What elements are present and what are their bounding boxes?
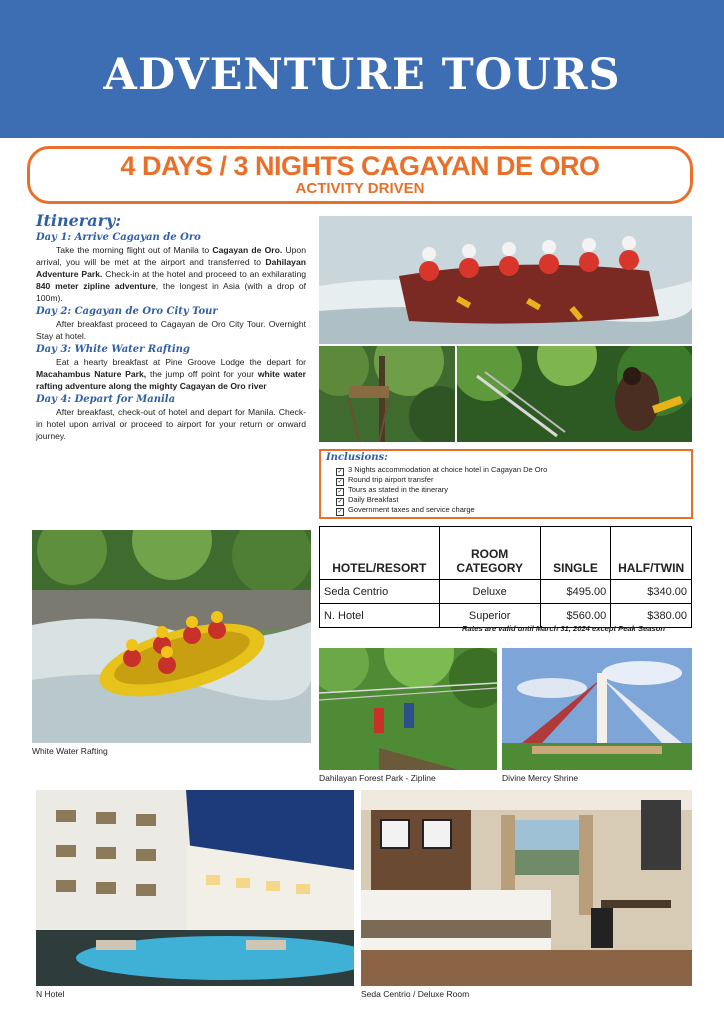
package-subtitle: ACTIVITY DRIVEN [295, 180, 425, 197]
forest-tower-photo [319, 346, 455, 442]
rates-note: Rates are valid until March 31, 2024 except Peak Season [462, 624, 666, 633]
n-hotel-photo [36, 790, 354, 986]
day-3-title: Day 3: White Water Rafting [36, 344, 190, 355]
seda-room-photo [361, 790, 692, 986]
day-1-title: Day 1: Arrive Cagayan de Oro [36, 232, 201, 243]
column-header: HOTEL/RESORT [320, 527, 440, 580]
itinerary-heading: Itinerary: [36, 211, 122, 230]
rates-table [319, 526, 692, 628]
caption-n-hotel: N Hotel [36, 989, 65, 999]
itinerary [36, 212, 306, 443]
caption-seda: Seda Centrio / Deluxe Room [361, 989, 470, 999]
inclusion-item: ✓ Tours as stated in the itinerary [337, 485, 449, 495]
caption-rafting: White Water Rafting [32, 746, 108, 756]
column-header: HALF/TWIN [611, 527, 692, 580]
canopy-walk-photo [457, 346, 692, 442]
package-title: 4 DAYS / 3 NIGHTS CAGAYAN DE ORO [120, 151, 600, 181]
day-2-text: After breakfast proceed to Cagayan de Oro City Tour. Overnight Stay at hotel. [36, 319, 306, 341]
inclusion-item: ✓ 3 Nights accommodation at choice hotel in Cagayan De Oro [337, 465, 548, 475]
shrine-photo [502, 648, 692, 770]
inclusion-item: ✓ Round trip airport transfer [337, 475, 434, 485]
day-4-text: After breakfast, check-out of hotel and depart for Manila. Check-in hotel upon arrival or proceed to airport for your return or onward journey. [36, 407, 306, 441]
day-3-text: Eat a hearty breakfast at Pine Groove Lodge the depart for Macahambus Nature Park, the jump off point for your white water rafting adventure along the mighty Cagayan de Oro river [36, 357, 306, 391]
checkbox-icon: ✓ [337, 509, 343, 515]
category-cell: Superior [439, 604, 540, 628]
inclusion-item: ✓ Government taxes and service charge [337, 505, 475, 515]
single-cell: $560.00 [540, 604, 611, 628]
inclusions-title: Inclusions: [326, 452, 388, 463]
rafting-photo-top [319, 216, 692, 344]
day-4-title: Day 4: Depart for Manila [36, 394, 176, 405]
caption-shrine: Divine Mercy Shrine [502, 773, 579, 783]
checkbox-icon: ✓ [337, 489, 343, 495]
checkbox-icon: ✓ [337, 479, 343, 485]
single-cell: $495.00 [540, 580, 611, 604]
inclusion-item: ✓ Daily Breakfast [337, 495, 399, 505]
hotel-cell: Seda Centrio [320, 580, 440, 604]
header-banner [0, 0, 724, 138]
table-header-row [320, 527, 692, 580]
zipline-photo [319, 648, 497, 770]
table-row [320, 580, 692, 604]
hotel-cell: N. Hotel [320, 604, 440, 628]
caption-zipline: Dahilayan Forest Park - Zipline [319, 773, 436, 783]
checkbox-icon: ✓ [337, 469, 343, 475]
column-header: SINGLE [540, 527, 611, 580]
checkbox-icon: ✓ [337, 499, 343, 505]
white-water-rafting-photo [32, 530, 311, 743]
column-header: ROOM CATEGORY [439, 527, 540, 580]
inclusions-box [319, 449, 693, 519]
day-1-text: Take the morning flight out of Manila to Cagayan de Oro. Upon arrival, you will be met at the airport and transferred to Dahilayan Adventure Park. Check-in at the hotel and proceed to an exhilarating 840 meter zipline adventure, the longest in Asia (with a drop of 100m). [36, 245, 307, 303]
twin-cell: $380.00 [611, 604, 692, 628]
category-cell: Deluxe [439, 580, 540, 604]
page-title: ADVENTURE TOURS [103, 50, 621, 100]
day-2-title: Day 2: Cagayan de Oro City Tour [36, 306, 218, 317]
twin-cell: $340.00 [611, 580, 692, 604]
package-title-box [27, 146, 693, 204]
inclusions-list [336, 465, 547, 515]
